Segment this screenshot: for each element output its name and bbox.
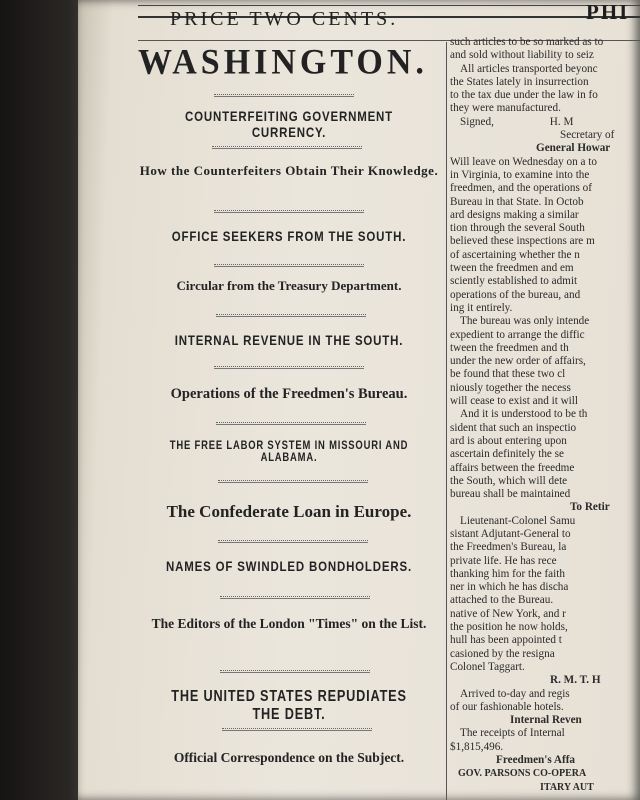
price-label: PRICE TWO CENTS. xyxy=(170,8,399,30)
article-line: the position he now holds, xyxy=(450,621,568,634)
article-line: and sold without liability to seiz xyxy=(450,49,594,62)
separator-rule xyxy=(216,422,366,429)
article-line: native of New York, and r xyxy=(450,607,566,620)
article-line: under the new order of affairs, xyxy=(450,355,586,368)
article-subhead: ITARY AUT xyxy=(540,781,594,793)
article-line: ing it entirely. xyxy=(450,301,513,314)
article-line: tion through the several South xyxy=(450,222,585,235)
section-masthead: WASHINGTON. xyxy=(138,43,428,82)
article-subhead: R. M. T. H xyxy=(550,674,601,687)
article-line: The bureau was only intende xyxy=(460,315,590,328)
article-line: will cease to exist and it will xyxy=(450,395,579,408)
separator-rule xyxy=(214,210,364,217)
article-line: freedmen, and the operations of xyxy=(450,182,592,195)
separator-rule xyxy=(222,728,372,735)
article-line: Lieutenant-Colonel Samu xyxy=(460,514,576,527)
headline-confederate-loan: The Confederate Loan in Europe. xyxy=(166,502,412,521)
separator-rule xyxy=(218,480,368,487)
separator-rule xyxy=(214,94,354,101)
right-column-article xyxy=(450,36,640,800)
headline-repudiates-debt: THE UNITED STATES REPUDIATES THE DEBT. xyxy=(171,688,407,723)
article-line: in Virginia, to examine into the xyxy=(450,168,590,181)
article-line: casioned by the resigna xyxy=(450,647,555,660)
article-line: ner in which he has discha xyxy=(450,581,569,594)
article-line: ard designs making a similar xyxy=(450,208,579,221)
article-line: believed these inspections are m xyxy=(450,235,595,248)
article-line: thanking him for the faith xyxy=(450,567,565,580)
separator-rule xyxy=(220,596,370,603)
headline-freedmens-bureau: Operations of the Freedmen's Bureau. xyxy=(170,386,408,402)
article-line: tween the freedmen and th xyxy=(450,341,569,354)
column-divider xyxy=(446,42,447,800)
article-line: of ascertaining whether the n xyxy=(450,248,580,261)
article-line: ascertain definitely the se xyxy=(450,448,564,461)
article-line: expedient to arrange the diffic xyxy=(450,328,585,341)
article-line: Signed, H. M xyxy=(460,115,574,128)
article-subhead: To Retir xyxy=(570,501,610,514)
article-subhead: GOV. PARSONS CO-OPERA xyxy=(458,768,587,780)
headline-counterfeiters-knowledge: How the Counterfeiters Obtain Their Knowledge. xyxy=(139,163,439,178)
article-line: the Freedmen's Bureau, la xyxy=(450,541,567,554)
article-line: to the tax due under the law in fo xyxy=(450,89,598,102)
article-line: ard is about entering upon xyxy=(450,434,567,447)
separator-rule xyxy=(214,264,364,271)
separator-rule xyxy=(216,314,366,321)
article-line: such articles to be so marked as to xyxy=(450,36,604,48)
separator-rule xyxy=(220,670,370,677)
article-line: The receipts of Internal xyxy=(460,727,565,740)
headline-office-seekers: OFFICE SEEKERS FROM THE SOUTH. xyxy=(171,228,407,244)
article-line: And it is understood to be th xyxy=(460,408,588,421)
headline-treasury-circular: Circular from the Treasury Department. xyxy=(176,278,402,293)
article-line: hull has been appointed t xyxy=(450,634,562,647)
article-line: niously together the necess xyxy=(450,381,571,394)
article-line: sident that such an inspectio xyxy=(450,421,577,434)
article-line: the South, which will dete xyxy=(450,474,568,487)
article-line: sistant Adjutant-General to xyxy=(450,527,571,540)
headline-official-correspondence: Official Correspondence on the Subject. xyxy=(173,750,405,765)
article-line: Colonel Taggart. xyxy=(450,660,525,673)
article-line: they were manufactured. xyxy=(450,102,561,115)
dark-background-edge xyxy=(0,0,82,800)
article-line: be found that these two cl xyxy=(450,368,566,381)
separator-rule xyxy=(214,366,364,373)
city-fragment: PHI xyxy=(586,0,630,24)
article-subhead: General Howar xyxy=(536,142,611,155)
article-line: Will leave on Wednesday on a to xyxy=(450,155,597,168)
article-line: All articles transported beyonc xyxy=(460,62,598,75)
article-line: private life. He has rece xyxy=(450,554,557,567)
article-line: Secretary of xyxy=(560,129,615,142)
headline-swindled-bondholders: NAMES OF SWINDLED BONDHOLDERS. xyxy=(166,558,412,574)
headline-counterfeiting: COUNTERFEITING GOVERNMENT CURRENCY. xyxy=(184,108,393,140)
article-line: the States lately in insurrection xyxy=(450,75,589,88)
article-line: operations of the bureau, and xyxy=(450,288,581,301)
newspaper-page xyxy=(78,0,640,800)
separator-rule xyxy=(212,146,362,153)
separator-rule xyxy=(218,540,368,547)
article-subhead: Internal Reven xyxy=(510,714,582,727)
headline-london-times: The Editors of the London "Times" on the List. xyxy=(151,616,427,631)
article-line: Bureau in that State. In Octob xyxy=(450,195,584,208)
article-line: $1,815,496. xyxy=(450,740,504,753)
article-line: tween the freedmen and em xyxy=(450,262,574,275)
article-line: attached to the Bureau. xyxy=(450,594,554,607)
left-column xyxy=(134,42,444,800)
article-line: affairs between the freedme xyxy=(450,461,575,474)
article-line: bureau shall be maintained xyxy=(450,488,571,501)
article-subhead: Freedmen's Affa xyxy=(496,754,576,767)
article-line: of our fashionable hotels. xyxy=(450,700,564,713)
article-line: Arrived to-day and regis xyxy=(460,687,570,700)
article-line: sciently established to admit xyxy=(450,275,578,288)
headline-internal-revenue: INTERNAL REVENUE IN THE SOUTH. xyxy=(174,332,404,348)
headline-free-labor: THE FREE LABOR SYSTEM IN MISSOURI AND ALABAMA. xyxy=(169,440,409,464)
